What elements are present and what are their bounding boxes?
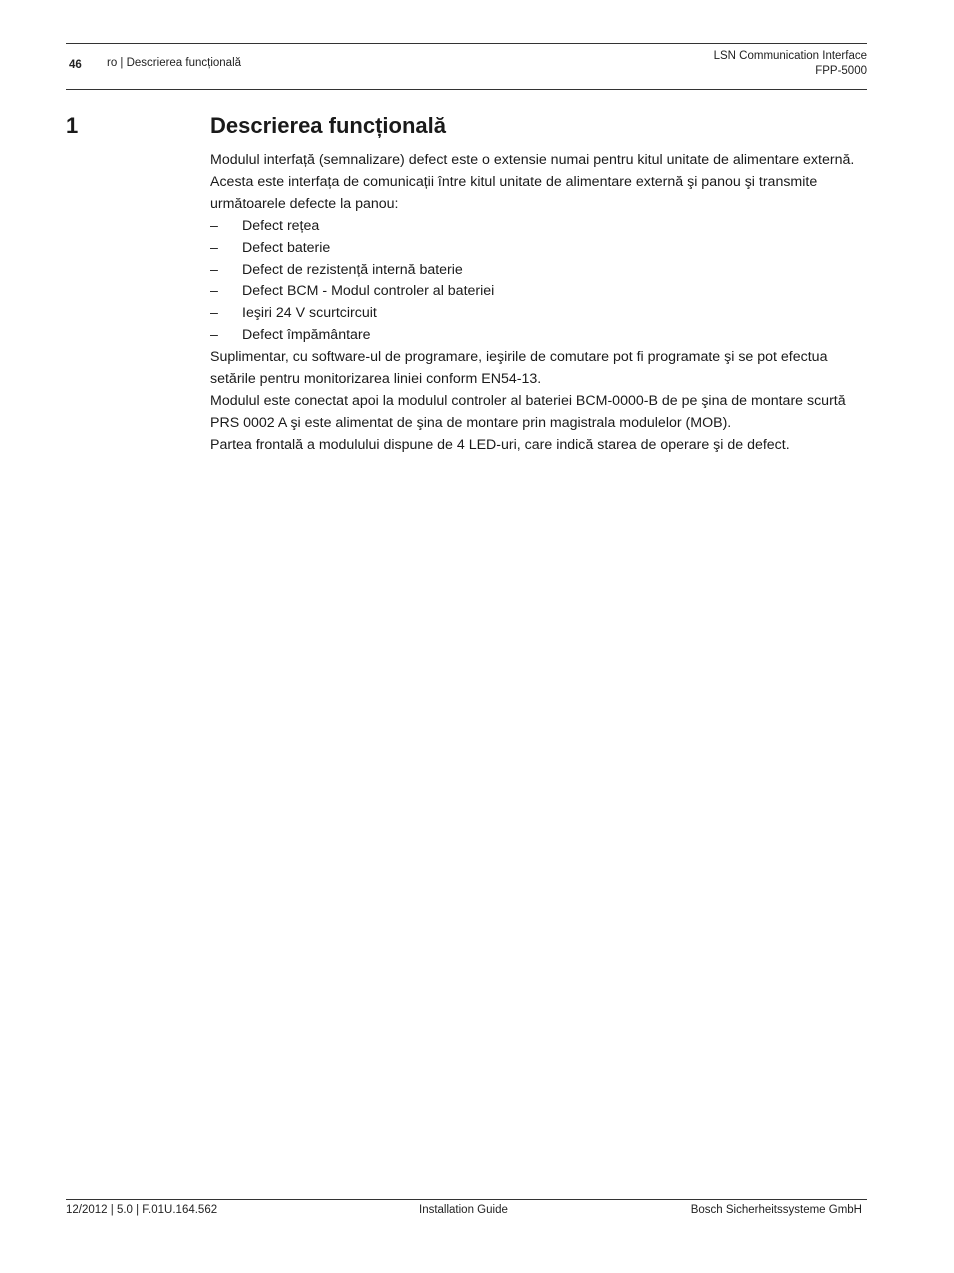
list-item-text: Defect împământare — [242, 327, 371, 344]
list-item — [210, 303, 870, 325]
list-item-text: Defect rețea — [242, 217, 320, 234]
list-item — [210, 260, 870, 282]
list-item — [210, 238, 870, 260]
connection-paragraph: Modulul este conectat apoi la modulul controler al bateriei BCM-0000-B de pe şina de montare scurtă PRS 0002 A şi este alimentat de şina de montare prin magistrala modulelor (MOB). — [210, 392, 846, 431]
page-number: 46 — [69, 59, 82, 71]
defect-list — [210, 216, 870, 347]
list-item — [210, 281, 870, 303]
list-dash: – — [210, 239, 218, 256]
list-dash: – — [210, 261, 218, 278]
list-dash: – — [210, 283, 218, 300]
chapter-title: Descrierea funcțională — [210, 113, 446, 138]
footer-document-type: Installation Guide — [419, 1204, 508, 1216]
product-code: FPP-5000 — [815, 65, 867, 77]
list-item-text: Defect de rezistență internă baterie — [242, 261, 463, 278]
footer-document-id: 12/2012 | 5.0 | F.01U.164.562 — [66, 1204, 218, 1216]
list-item — [210, 216, 870, 238]
programming-paragraph: Suplimentar, cu software-ul de programare, ieşirile de comutare pot fi programate şi se pot efectua setările pentru monitorizarea liniei conform EN54-13. — [210, 349, 828, 388]
list-dash: – — [210, 217, 218, 234]
product-name: LSN Communication Interface — [713, 50, 867, 62]
chapter-number: 1 — [66, 113, 79, 138]
list-item-text: Ieşiri 24 V scurtcircuit — [242, 305, 377, 322]
list-item-text: Defect baterie — [242, 239, 331, 256]
header-rule-top — [66, 43, 867, 44]
footer-rule — [66, 1199, 867, 1200]
led-paragraph: Partea frontală a modulului dispune de 4 LED-uri, care indică starea de operare şi de defect. — [210, 436, 790, 453]
list-item — [210, 325, 870, 347]
list-dash: – — [210, 305, 218, 322]
list-item-text: Defect BCM - Modul controler al bateriei — [242, 283, 495, 300]
footer-company: Bosch Sicherheitssysteme GmbH — [690, 1204, 862, 1216]
running-head: ro | Descrierea funcțională — [107, 57, 242, 69]
header-rule-bottom — [66, 89, 867, 90]
list-dash: – — [210, 327, 218, 344]
product-block — [714, 49, 867, 79]
intro-paragraph: Modulul interfață (semnalizare) defect este o extensie numai pentru kitul unitate de alimentare externă. Acesta este interfața de comunicații între kitul unitate de alimentare externă şi panou şi transmite următoarele defecte la panou: — [210, 152, 855, 212]
body-text — [210, 150, 870, 457]
